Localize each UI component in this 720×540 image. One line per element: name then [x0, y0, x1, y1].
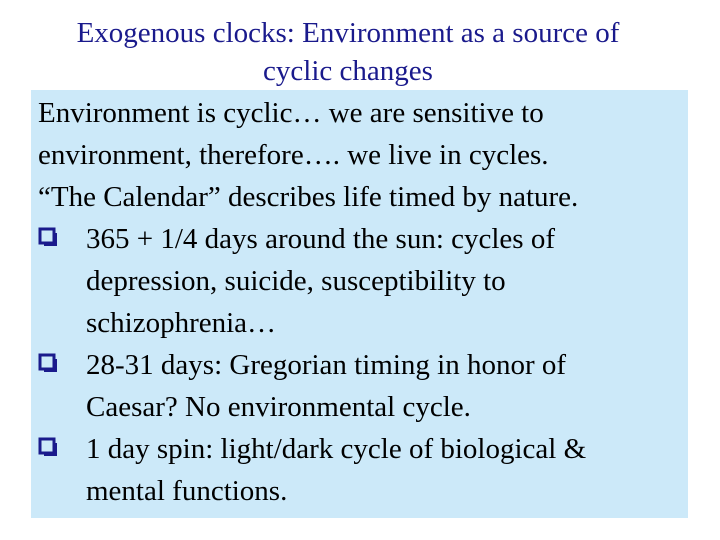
intro-line-2: environment, therefore…. we live in cycles.	[38, 139, 549, 171]
intro-line-3: “The Calendar” describes life timed by nature.	[38, 181, 579, 213]
bullet-year-line-3: schizophrenia…	[86, 307, 277, 339]
bullet-day-line-1: 1 day spin: light/dark cycle of biological &	[86, 433, 587, 465]
slide-body	[38, 92, 678, 512]
slide-title-line-2: cyclic changes	[263, 55, 433, 87]
bullet-year-line-2: depression, suicide, susceptibility to	[86, 265, 506, 297]
checkbox-square-icon	[38, 227, 58, 247]
checkbox-square-icon	[38, 437, 58, 457]
slide-title-line-1: Exogenous clocks: Environment as a source of	[76, 17, 620, 49]
bullet-item-month	[38, 344, 678, 428]
slide-title	[0, 14, 696, 90]
bullet-month-line-2: Caesar? No environmental cycle.	[86, 391, 471, 423]
bullet-month-line-1: 28-31 days: Gregorian timing in honor of	[86, 349, 567, 381]
bullet-item-day	[38, 428, 678, 512]
bullet-item-year	[38, 218, 678, 344]
checkbox-square-icon	[38, 353, 58, 373]
intro-line-1: Environment is cyclic… we are sensitive to	[38, 97, 544, 129]
bullet-year-line-1: 365 + 1/4 days around the sun: cycles of	[86, 223, 555, 255]
bullet-day-line-2: mental functions.	[86, 475, 288, 507]
